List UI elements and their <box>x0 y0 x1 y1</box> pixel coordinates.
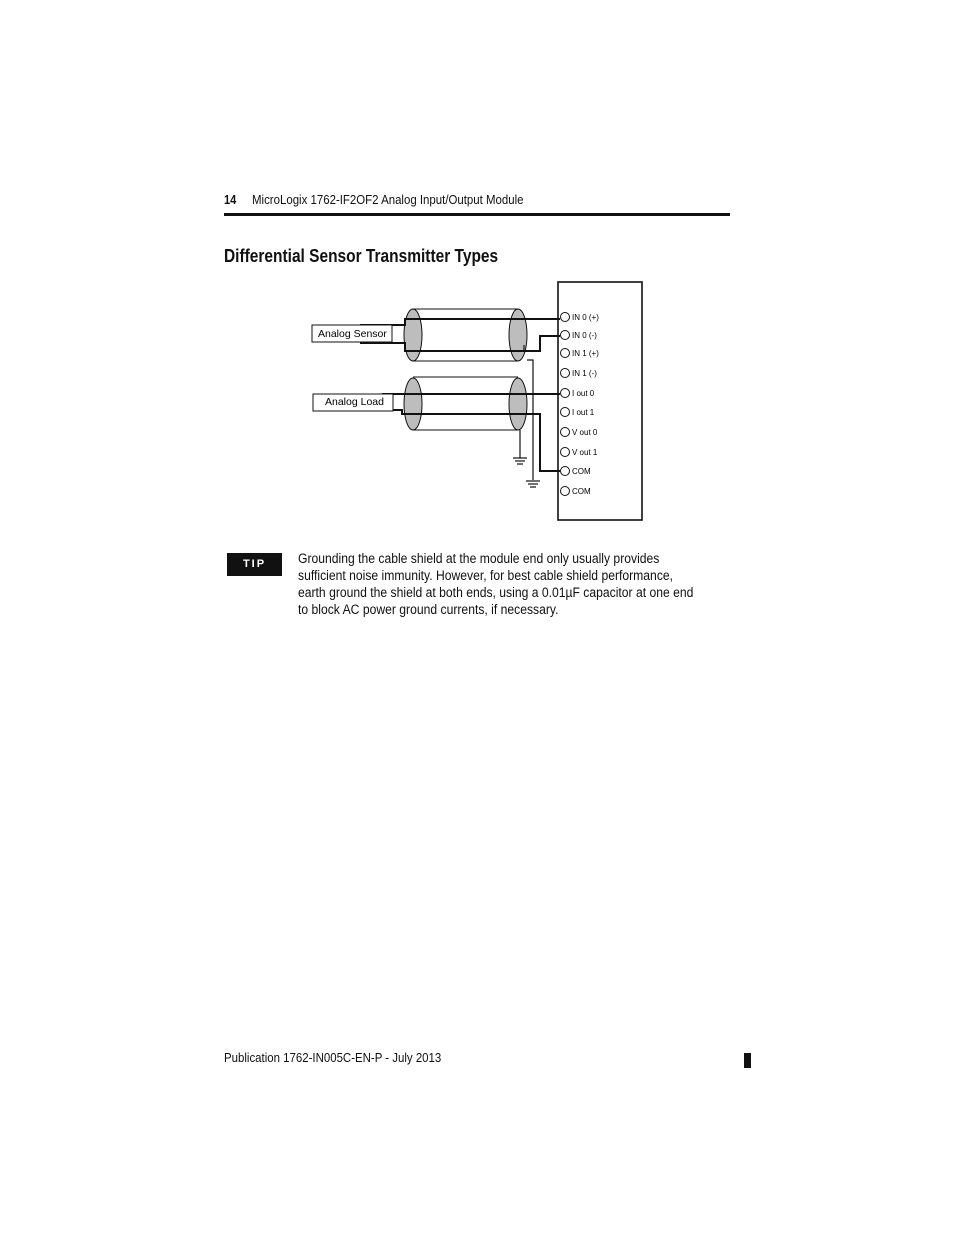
terminal <box>561 313 600 323</box>
terminal <box>561 349 600 359</box>
module-terminal-block <box>558 282 642 520</box>
svg-text:IN 1 (-): IN 1 (-) <box>572 369 597 378</box>
terminal <box>561 389 595 399</box>
analog-sensor-label: Analog Sensor <box>318 328 387 340</box>
svg-text:COM: COM <box>572 467 591 476</box>
section-heading: Differential Sensor Transmitter Types <box>224 246 499 266</box>
svg-text:IN 0 (-): IN 0 (-) <box>572 331 597 340</box>
svg-text:COM: COM <box>572 487 591 496</box>
page-edge-marker <box>744 1053 751 1068</box>
svg-text:IN 1 (+): IN 1 (+) <box>572 349 599 358</box>
svg-text:V out 0: V out 0 <box>572 428 598 437</box>
ground-symbol <box>526 481 540 487</box>
svg-text:V out 1: V out 1 <box>572 448 598 457</box>
publication-footer: Publication 1762-IN005C-EN-P - July 2013 <box>224 1050 442 1065</box>
terminal <box>561 448 598 458</box>
svg-text:I out 0: I out 0 <box>572 389 595 398</box>
ground-symbol <box>513 458 527 464</box>
tip-text: Grounding the cable shield at the module end only usually provides sufficient noise immunity. However, for best cable shield performance, earth ground the shield at both ends, using a 0.01µF capacitor at one end to block AC power ground currents, if necessary. <box>298 551 694 617</box>
document-title: MicroLogix 1762-IF2OF2 Analog Input/Output Module <box>252 192 524 207</box>
svg-text:I out 1: I out 1 <box>572 408 595 417</box>
load-cable <box>404 377 527 430</box>
terminal <box>561 487 592 497</box>
wiring-diagram <box>300 276 660 526</box>
terminal <box>561 369 598 379</box>
analog-load-label: Analog Load <box>325 396 384 408</box>
terminal <box>561 428 598 438</box>
tip-badge: TIP <box>227 553 282 576</box>
svg-text:IN 0 (+): IN 0 (+) <box>572 313 599 322</box>
page-number: 14 <box>224 192 237 207</box>
terminal <box>561 467 592 477</box>
sensor-cable <box>404 309 527 361</box>
terminal <box>561 408 595 418</box>
terminal <box>561 331 598 341</box>
header-rule <box>224 213 730 216</box>
